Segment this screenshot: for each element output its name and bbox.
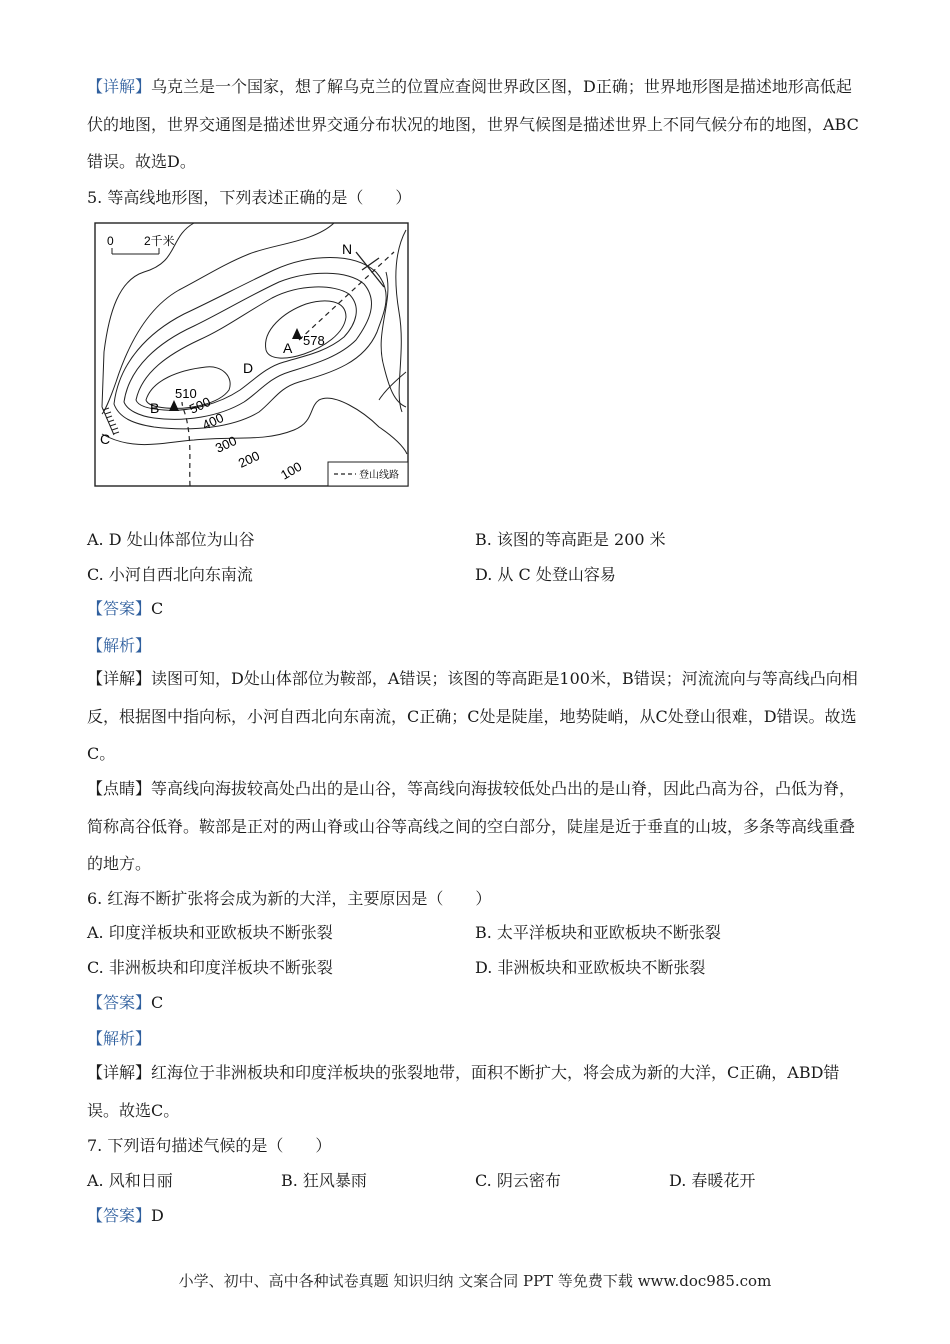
contour-label-500: 500 [186,393,213,417]
legend-label: 登山线路 [359,470,399,481]
q5-analysis-tag: 【解析】 [87,636,152,655]
q7-answer-value: D [151,1206,164,1225]
peak-a-label: A [283,340,293,356]
page-footer: 小学、初中、高中各种试卷真题 知识归纳 文案合同 PPT 等免费下载 www.doc985.com [178,1272,772,1290]
q7-stem: 7. 下列语句描述气候的是（ ） [87,1136,332,1155]
q6-option-d: D. 非洲板块和亚欧板块不断张裂 [475,958,706,977]
q6-option-a: A. 印度洋板块和亚欧板块不断张裂 [87,923,333,942]
q5-detail-tag: 【详解】 [87,669,152,688]
q6-option-b: B. 太平洋板块和亚欧板块不断张裂 [475,923,721,942]
q7-option-a: A. 风和日丽 [87,1171,173,1190]
q7-answer [87,1206,164,1226]
q7-option-c: C. 阴云密布 [475,1171,561,1190]
q5-tip-text: 等高线向海拔较高处凸出的是山谷，等高线向海拔较低处凸出的是山脊，因此凸高为谷，凸低为脊，简称高谷低脊。鞍部是正对的两山脊或山谷等高线之间的空白部分，陡崖是近于垂直的山坡，多条等高线重叠的地方。 [87,779,856,873]
contour-label-300: 300 [212,432,239,456]
q5-option-c: C. 小河自西北向东南流 [87,565,253,584]
contour-label-100: 100 [278,458,305,483]
q5-answer-tag: 【答案】 [87,599,152,618]
q5-detail [87,660,867,773]
peak-b-label: B [150,400,160,416]
q5-answer-value: C [151,599,164,618]
q5-option-d: D. 从 C 处登山容易 [475,565,616,584]
q6-detail-tag: 【详解】 [87,1063,152,1082]
q5-detail-text: 读图可知，D处山体部位为鞍部，A错误；该图的等高距是100米，B错误；河流流向与等高线凸向相反，根据图中指向标，小河自西北向东南流，C正确；C处是陡崖，地势陡峭，从C处登山很难，D错误。故选C。 [87,669,858,763]
q7-answer-tag: 【答案】 [87,1206,152,1225]
contour-label-200: 200 [235,447,262,471]
q6-stem: 6. 红海不断扩张将会成为新的大洋，主要原因是（ ） [87,889,492,908]
q5-option-a: A. D 处山体部位为山谷 [87,530,255,549]
q6-detail-text: 红海位于非洲板块和印度洋板块的张裂地带，面积不断扩大，将会成为新的大洋，C正确，ABD错误。故选C。 [87,1063,840,1120]
q6-analysis-tag: 【解析】 [87,1029,152,1048]
q6-detail [87,1054,867,1129]
scale-label: 2千米 [144,234,175,248]
contour-map [94,222,410,488]
q7-option-b: B. 狂风暴雨 [281,1171,367,1190]
peak-a-value: 578 [303,333,325,348]
q6-answer [87,993,163,1013]
point-c-label: C [100,431,111,447]
q5-option-b: B. 该图的等高距是 200 米 [475,530,666,549]
q7-option-d: D. 春暖花开 [669,1171,756,1190]
q5-tip [87,770,867,883]
q5-tip-tag: 【点睛】 [87,779,152,798]
q4-detail-tag: 【详解】 [87,77,152,96]
q4-detail-text: 乌克兰是一个国家，想了解乌克兰的位置应查阅世界政区图，D正确；世界地形图是描述地形高低起伏的地图，世界交通图是描述世界交通分布状况的地图，世界气候图是描述世界上不同气候分布的地图，ABC错误。故选D。 [87,77,859,171]
point-d-label: D [243,360,254,376]
q6-answer-value: C [151,993,164,1012]
q4-detail [87,68,867,181]
q5-answer [87,599,163,619]
q5-stem: 5. 等高线地形图，下列表述正确的是（ ） [87,188,412,207]
peak-b-value: 510 [175,386,197,401]
q6-answer-tag: 【答案】 [87,993,152,1012]
contour-label-400: 400 [199,409,226,433]
q6-option-c: C. 非洲板块和印度洋板块不断张裂 [87,958,333,977]
scale-zero: 0 [107,234,114,248]
north-label: N [342,241,353,257]
